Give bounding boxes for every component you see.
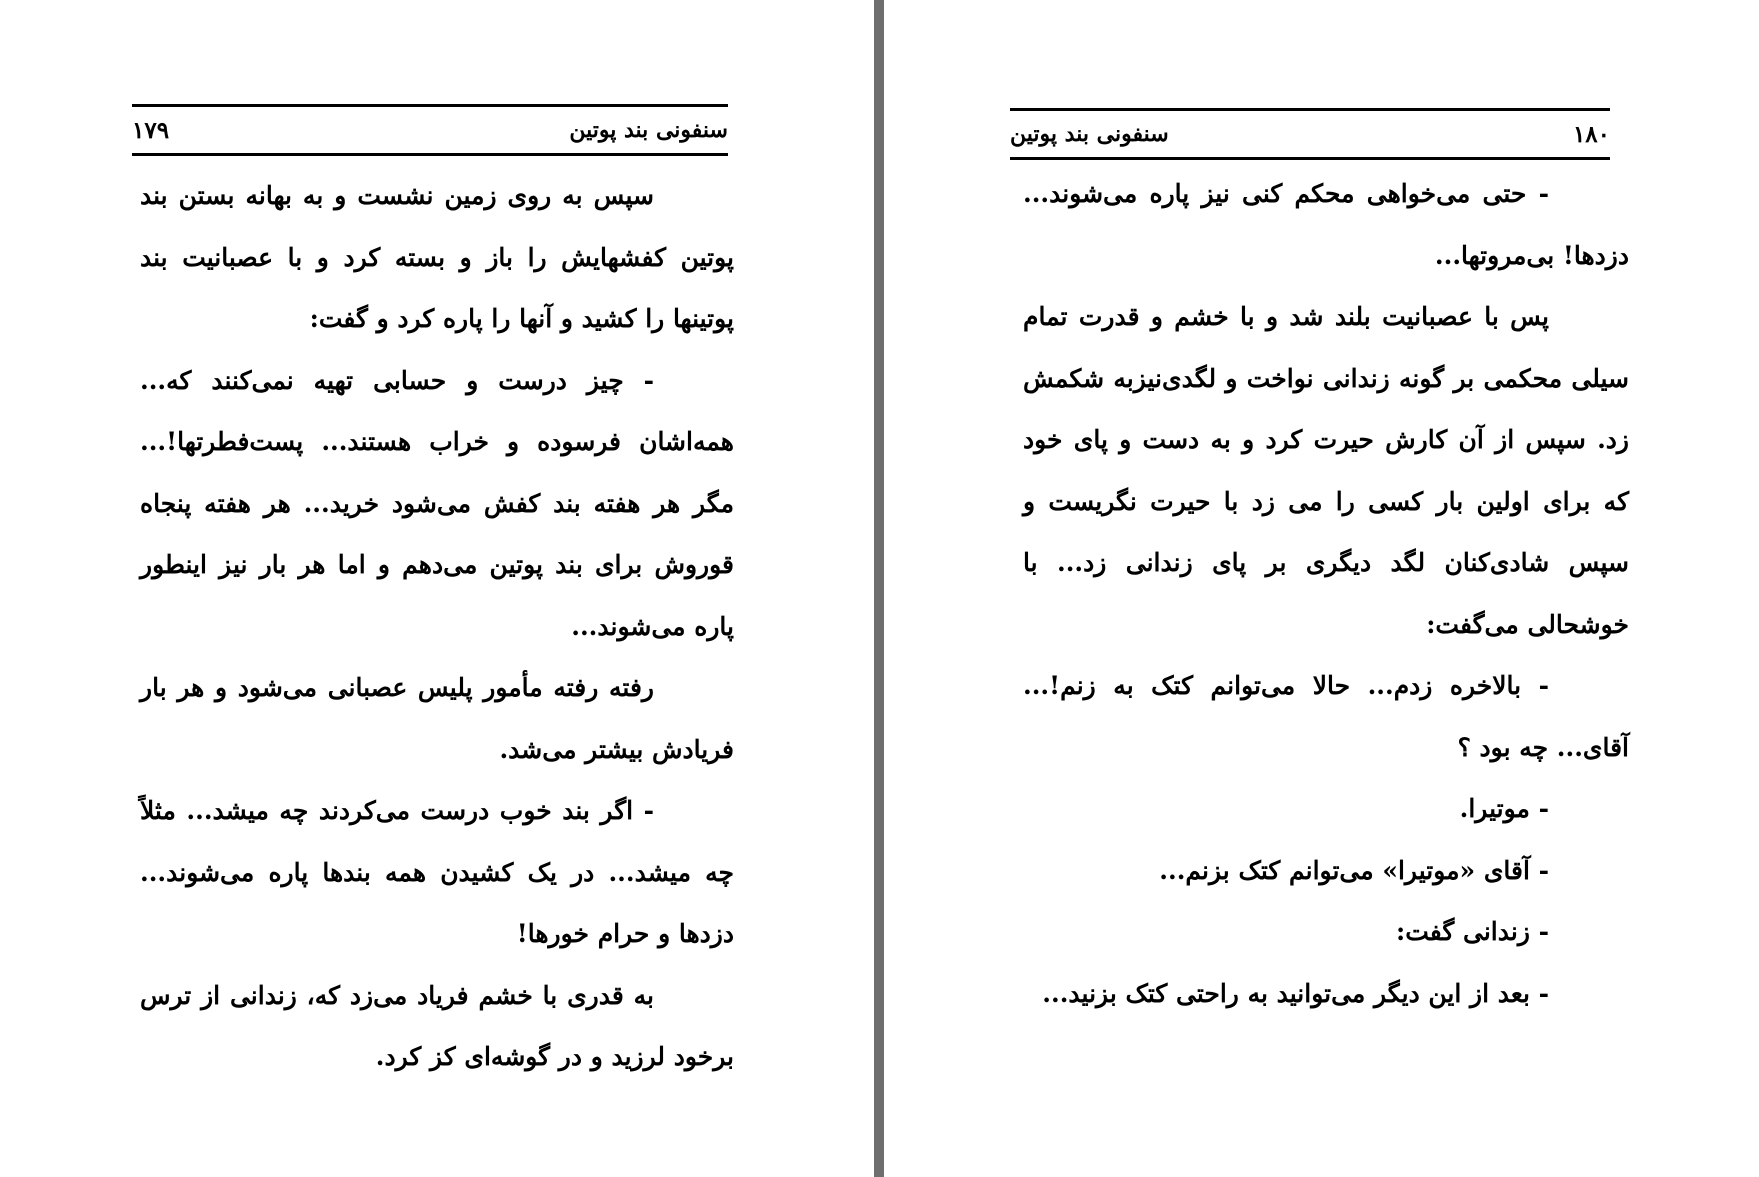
left-page-number: ۱۷۹ bbox=[132, 116, 170, 144]
paragraph: - آقای «موتیرا» می‌توانم کتک بزنم... bbox=[1159, 855, 1549, 885]
paragraph: - اگر بند خوب درست می‌کردند چه میشد... مثلاً چه میشد... در یک کشیدن همه بندها پاره می‌شوند... دزدها و حرام خورها! bbox=[140, 796, 734, 948]
right-page bbox=[884, 0, 1759, 1177]
paragraph: - موتیرا. bbox=[1459, 794, 1549, 823]
book-spine bbox=[874, 0, 884, 1177]
paragraph: - بعد از این دیگر می‌توانید به راحتی کتک بزنید... bbox=[1042, 978, 1549, 1008]
paragraph: رفته رفته مأمور پلیس عصبانی می‌شود و هر بار فریادش بیشتر می‌شد. bbox=[140, 673, 734, 764]
left-page-header bbox=[132, 104, 728, 156]
paragraph: - حتی می‌خواهی محکم کنی نیز پاره می‌شوند... دزدها! بی‌مروتها... bbox=[1023, 179, 1629, 270]
right-page-body bbox=[1023, 163, 1629, 1024]
paragraph: به قدری با خشم فریاد می‌زد که، زندانی از ترس برخود لرزید و در گوشه‌ای کز کرد. bbox=[140, 980, 734, 1071]
paragraph: پس با عصبانیت بلند شد و با خشم و قدرت تمام سیلی محکمی بر گونه زندانی نواخت و لگدی‌نیزبه شکمش زد. سپس از آن کارش حیرت کرد و به دست و پای خود که برای اولین بار کسی را می زد با حیرت نگریست و سپس شادی‌کنان لگد دیگری بر پای زندانی زد... با خوشحالی می‌گفت: bbox=[1023, 302, 1629, 639]
right-running-title: سنفونی بند پوتین bbox=[1010, 121, 1169, 147]
left-running-title: سنفونی بند پوتین bbox=[569, 117, 728, 143]
paragraph: سپس به روی زمین نشست و به بهانه بستن بند پوتین کفشهایش را باز و بسته کرد و با عصبانیت بند پوتینها را کشید و آنها را پاره کرد و گفت: bbox=[140, 181, 734, 333]
right-page-number: ۱۸۰ bbox=[1572, 120, 1610, 148]
right-page-header bbox=[1010, 108, 1610, 160]
left-page-body bbox=[140, 165, 734, 1088]
paragraph: - بالاخره زدم... حالا می‌توانم کتک به زنم!... آقای... چه بود ؟ bbox=[1023, 671, 1629, 762]
paragraph: - چیز درست و حسابی تهیه نمی‌کنند که... همه‌اشان فرسوده و خراب هستند... پست‌فطرتها!... مگر هر هفته بند کفش می‌شود خرید... هر هفته پنجاه قوروش برای بند پوتین می‌دهم و اما هر بار نیز اینطور پاره می‌شوند... bbox=[140, 365, 734, 641]
paragraph: - زندانی گفت: bbox=[1395, 917, 1549, 946]
left-page bbox=[0, 0, 874, 1177]
